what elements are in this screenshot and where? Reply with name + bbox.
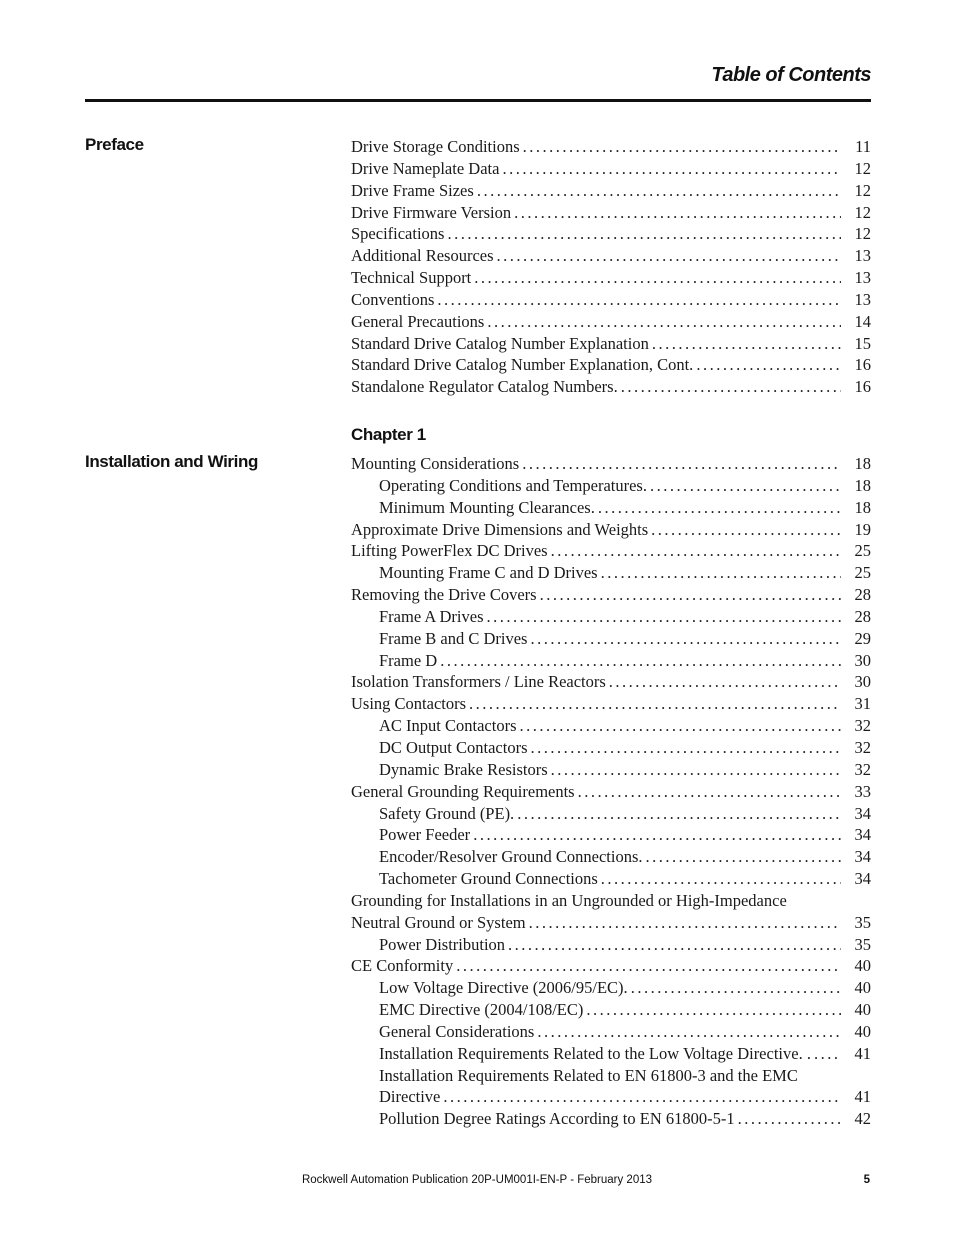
toc-subentry[interactable]: Installation Requirements Related to the Low Voltage Directive. . ..... 41	[351, 1043, 871, 1065]
toc-subentry[interactable]: Pollution Degree Ratings According to EN 61800-5-1 ..... 42	[351, 1108, 871, 1130]
toc-subentry[interactable]: Encoder/Resolver Ground Connections. ..... 34	[351, 846, 871, 868]
toc-entry[interactable]: Approximate Drive Dimensions and Weights ..... 19	[351, 519, 871, 541]
toc-entry[interactable]: Mounting Considerations ..... 18	[351, 453, 871, 475]
toc-subentry[interactable]: Frame D ..... 30	[351, 650, 871, 672]
toc-subentry[interactable]: Frame B and C Drives ..... 29	[351, 628, 871, 650]
toc-entry[interactable]: General Precautions ..... 14	[351, 311, 871, 333]
toc-subentry[interactable]: Low Voltage Directive (2006/95/EC). ..... 40	[351, 977, 871, 999]
footer-page-number: 5	[863, 1174, 870, 1186]
toc-subentry[interactable]: DC Output Contactors ..... 32	[351, 737, 871, 759]
toc-entry[interactable]: Neutral Ground or System ..... 35	[351, 912, 871, 934]
toc-subentry[interactable]: Tachometer Ground Connections ..... 34	[351, 868, 871, 890]
toc-entry[interactable]: Drive Frame Sizes ..... 12	[351, 180, 871, 202]
page-header-title: Table of Contents	[711, 64, 871, 86]
toc-entry[interactable]: Standard Drive Catalog Number Explanation, Cont. ..... 16	[351, 354, 871, 376]
toc-subentry[interactable]: Power Distribution ..... 35	[351, 934, 871, 956]
header-rule	[85, 99, 871, 102]
toc-entry[interactable]: Conventions ..... 13	[351, 289, 871, 311]
toc-subentry[interactable]: EMC Directive (2004/108/EC) ..... 40	[351, 999, 871, 1021]
section-label-installation: Installation and Wiring	[85, 452, 258, 471]
toc-entry[interactable]: Isolation Transformers / Line Reactors ..... 30	[351, 671, 871, 693]
toc-subentry[interactable]: Directive ..... 41	[351, 1086, 871, 1108]
toc-list-preface	[351, 136, 871, 398]
toc-subentry[interactable]: Power Feeder ..... 34	[351, 824, 871, 846]
toc-subentry-continued[interactable]: Installation Requirements Related to EN 61800-3 and the EMC	[379, 1065, 798, 1085]
toc-subentry[interactable]: Mounting Frame C and D Drives ..... 25	[351, 562, 871, 584]
toc-subentry[interactable]: AC Input Contactors ..... 32	[351, 715, 871, 737]
toc-entry[interactable]: CE Conformity ..... 40	[351, 955, 871, 977]
toc-entry[interactable]: General Grounding Requirements ..... 33	[351, 781, 871, 803]
toc-list-chapter1	[351, 453, 871, 1130]
toc-entry[interactable]: Using Contactors ..... 31	[351, 693, 871, 715]
footer-publication: Rockwell Automation Publication 20P-UM001I-EN-P - February 2013	[301, 1174, 653, 1186]
toc-subentry[interactable]: Safety Ground (PE). ..... 34	[351, 803, 871, 825]
toc-entry[interactable]: Drive Storage Conditions ..... 11	[351, 136, 871, 158]
toc-subentry[interactable]: Operating Conditions and Temperatures. ..... 18	[351, 475, 871, 497]
toc-entry-continued[interactable]: Grounding for Installations in an Ungrounded or High-Impedance	[351, 890, 787, 910]
section-label-preface: Preface	[85, 135, 144, 154]
toc-entry[interactable]: Technical Support ..... 13	[351, 267, 871, 289]
toc-subentry[interactable]: Frame A Drives ..... 28	[351, 606, 871, 628]
toc-subentry[interactable]: General Considerations ..... 40	[351, 1021, 871, 1043]
toc-entry[interactable]: Standard Drive Catalog Number Explanation ..... 15	[351, 333, 871, 355]
chapter-label: Chapter 1	[351, 425, 426, 444]
toc-entry[interactable]: Drive Firmware Version ..... 12	[351, 202, 871, 224]
toc-entry[interactable]: Specifications ..... 12	[351, 223, 871, 245]
toc-subentry[interactable]: Dynamic Brake Resistors ..... 32	[351, 759, 871, 781]
toc-entry[interactable]: Standalone Regulator Catalog Numbers. ..... 16	[351, 376, 871, 398]
toc-entry[interactable]: Drive Nameplate Data ..... 12	[351, 158, 871, 180]
toc-subentry[interactable]: Minimum Mounting Clearances. ..... 18	[351, 497, 871, 519]
toc-entry[interactable]: Additional Resources ..... 13	[351, 245, 871, 267]
toc-entry[interactable]: Lifting PowerFlex DC Drives ..... 25	[351, 540, 871, 562]
toc-entry[interactable]: Removing the Drive Covers ..... 28	[351, 584, 871, 606]
